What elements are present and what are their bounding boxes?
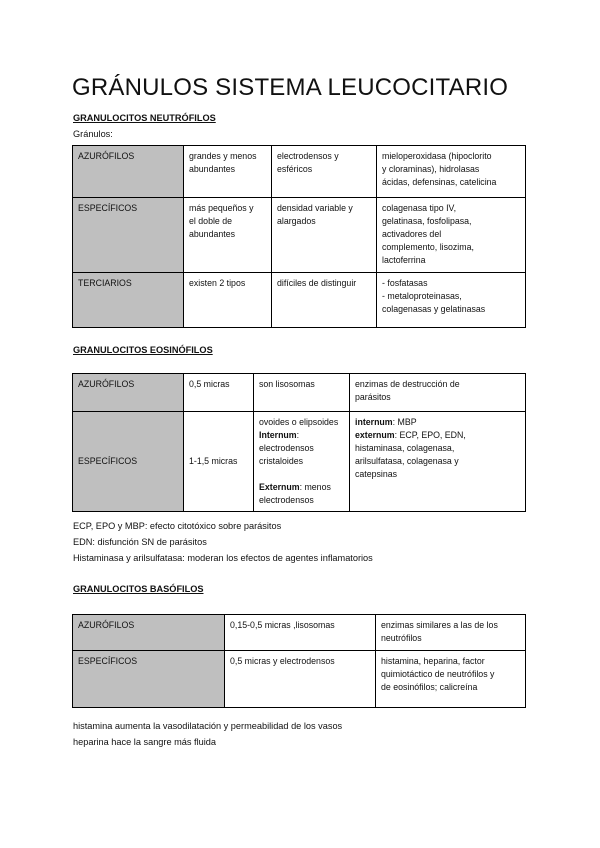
basofilos-note: histamina aumenta la vasodilatación y permeabilidad de los vasos xyxy=(73,721,343,731)
granule-label: ESPECÍFICOS xyxy=(73,412,184,512)
eosinofilos-note: ECP, EPO y MBP: efecto citotóxico sobre parásitos xyxy=(73,521,282,531)
granule-shape: densidad variable y alargados xyxy=(272,198,377,273)
granule-content: enzimas de destrucción de parásitos xyxy=(350,374,526,412)
granule-label: TERCIARIOS xyxy=(73,273,184,328)
granule-shape: ovoides o elipsoides Internum: electrodensos cristaloides Externum: menos electrodensos xyxy=(254,412,350,512)
granule-size: 0,5 micras xyxy=(184,374,254,412)
basofilos-note: heparina hace la sangre más fluida xyxy=(73,737,217,747)
granule-content: - fosfatasas - metaloproteinasas, colagenasas y gelatinasas xyxy=(377,273,526,328)
page-title: GRÁNULOS SISTEMA LEUCOCITARIO xyxy=(72,74,509,101)
granule-shape: electrodensos y esféricos xyxy=(272,146,377,198)
table-row xyxy=(73,273,526,328)
granule-shape: 0,5 micras y electrodensos xyxy=(225,651,376,708)
granule-label: ESPECÍFICOS xyxy=(73,651,225,708)
granule-size: 1-1,5 micras xyxy=(184,412,254,512)
granule-label: AZURÓFILOS xyxy=(73,146,184,198)
table-row xyxy=(73,412,526,512)
table-row xyxy=(73,651,526,708)
granule-content: enzimas similares a las de los neutrófilos xyxy=(376,615,526,651)
table-row xyxy=(73,198,526,273)
neutrofilos-subheading: Gránulos: xyxy=(73,129,113,139)
table-row xyxy=(73,374,526,412)
granule-content: internum: MBP externum: ECP, EPO, EDN, histaminasa, colagenasa, arilsulfatasa, colagenasa y catepsinas xyxy=(350,412,526,512)
granule-label: ESPECÍFICOS xyxy=(73,198,184,273)
granule-size: existen 2 tipos xyxy=(184,273,272,328)
granule-content: histamina, heparina, factor quimiotáctico de neutrófilos y de eosinófilos; calicreína xyxy=(376,651,526,708)
neutrofilos-table xyxy=(72,145,526,328)
granule-label: AZURÓFILOS xyxy=(73,374,184,412)
eosinofilos-table xyxy=(72,373,526,512)
granule-shape: 0,15-0,5 micras ,lisosomas xyxy=(225,615,376,651)
table-row xyxy=(73,615,526,651)
granule-shape: son lisosomas xyxy=(254,374,350,412)
granule-label: AZURÓFILOS xyxy=(73,615,225,651)
eosinofilos-note: Histaminasa y arilsulfatasa: moderan los efectos de agentes inflamatorios xyxy=(73,553,373,563)
granule-content: mieloperoxidasa (hipoclorito y cloraminas), hidrolasas ácidas, defensinas, catelicina xyxy=(377,146,526,198)
table-row xyxy=(73,146,526,198)
granule-shape: difíciles de distinguir xyxy=(272,273,377,328)
granule-content: colagenasa tipo IV, gelatinasa, fosfolipasa, activadores del complemento, lisozima, lactoferrina xyxy=(377,198,526,273)
neutrofilos-heading: GRANULOCITOS NEUTRÓFILOS xyxy=(73,113,216,123)
basofilos-heading: GRANULOCITOS BASÓFILOS xyxy=(73,584,204,594)
basofilos-table xyxy=(72,614,526,708)
eosinofilos-heading: GRANULOCITOS EOSINÓFILOS xyxy=(73,345,213,355)
granule-size: grandes y menos abundantes xyxy=(184,146,272,198)
granule-size: más pequeños y el doble de abundantes xyxy=(184,198,272,273)
eosinofilos-note: EDN: disfunción SN de parásitos xyxy=(73,537,207,547)
